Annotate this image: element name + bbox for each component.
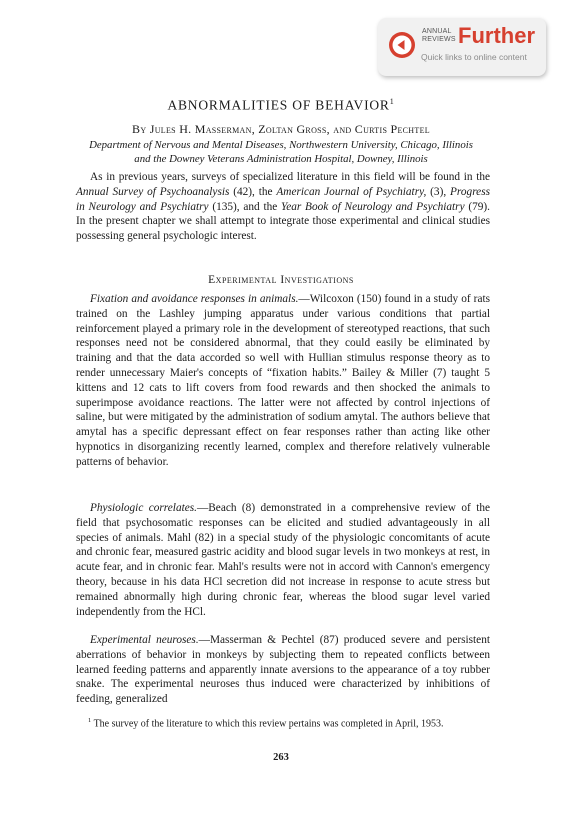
title-footnote-mark: 1 <box>389 97 395 106</box>
journal-name: Year Book of Neurology and Psychiatry <box>281 200 465 213</box>
annual-reviews-wordmark: ANNUAL REVIEWS <box>422 28 456 43</box>
affiliation-line-1: Department of Nervous and Mental Diseases, Northwestern University, Chicago, Illinois <box>89 139 473 151</box>
quick-links-caption: Quick links to online content <box>421 52 527 62</box>
journal-name: Annual Survey of Psychoanalysis <box>76 185 230 198</box>
paragraph-experimental-neuroses: Experimental neuroses.—Masserman & Pechtel (87) produced severe and persistent aberrations of behavior in monkeys by subjecting them to repeated conflicts between learned feeding patterns and apparently innate aversions to the appearance of a toy rubber snake. The experimental neuroses thus induced were characterized by inhibitions of feeding, generalized <box>76 634 490 706</box>
paragraph-lead: Physiologic correlates. <box>90 502 197 514</box>
paragraph-fixation-avoidance: Fixation and avoidance responses in animals.—Wilcoxon (150) found in a study of rats trained on the Lashley jumping apparatus under various conditions that partial reinforcement played a primary role in the development of stereotyped reactions, that such responses need not be considered abnormal, that they could easily be eliminated by training and that the data accorded so well with Hullian stimulus response theory as to render unnecessary Maier's concepts of “fixation habits.” Bailey & Miller (7) taught 5 kittens and 12 cats to lift covers from food rewards and then shocked the animals to superimpose avoidance reactions. The latter were not affected by control injections of saline, but were mitigated by the administration of sodium amytal. The authors believe that amytal has a specific depressant effect on fear responses rather than acting like other hypnotics in disorganizing recently learned, complex and therefore relatively vulnerable patterns of behavior. <box>76 293 490 468</box>
play-circle-icon <box>388 31 416 59</box>
affiliation <box>40 139 522 166</box>
footnote: $^1$ The survey of the literature to which this review pertains was completed in April, 1953. <box>88 717 444 730</box>
annual-reviews-further-badge[interactable] <box>378 18 546 76</box>
intro-paragraph: As in previous years, surveys of specialized literature in this field will be found in the Annual Survey of Psychoanalysis (42), the American Journal of Psychiatry, (3), Progress in Neurology and Psychiatry (135), and the Year Book of Neurology and Psychiatry (79). In the present chapter we shall attempt to integrate those experimental and clinical studies possessing general psychologic interest. <box>76 171 490 243</box>
further-wordmark: Further <box>458 23 535 48</box>
journal-name: Progress in Neurology and Psychiatry <box>76 185 490 213</box>
page-number: 263 <box>273 752 289 763</box>
paragraph-physiologic-correlates: Physiologic correlates.—Beach (8) demonstrated in a comprehensive review of the field that psychosomatic responses can be elicited and studied advantageously in all species of animals. Mahl (82) in a special study of the physiologic concomitants of acute and chronic fear, measured gastric acidity and blood sugar levels in two monkeys at rest, in acute fear, and in chronic fear. Mahl's results were not in accord with Cannon's emergency theory, because in his data HCl secretion did not increase in response to acute stress but remained abnormally high during chronic fear, whereas the blood sugar level varied independently from the HCl. <box>76 502 490 618</box>
affiliation-line-2: and the Downey Veterans Administration Hospital, Downey, Illinois <box>134 152 428 165</box>
article-title: ABNORMALITIES OF BEHAVIOR$^1$ <box>167 97 395 113</box>
section-heading: Experimental Investigations <box>208 274 354 286</box>
paragraph-lead: Fixation and avoidance responses in animals. <box>90 293 299 305</box>
author-line: By Jules H. Masserman, Zoltan Gross, and Curtis Pechtel <box>132 122 430 136</box>
journal-name: American Journal of Psychiatry, <box>276 185 427 198</box>
paragraph-lead: Experimental neuroses. <box>90 634 199 646</box>
footnote-mark: 1 <box>88 717 92 724</box>
